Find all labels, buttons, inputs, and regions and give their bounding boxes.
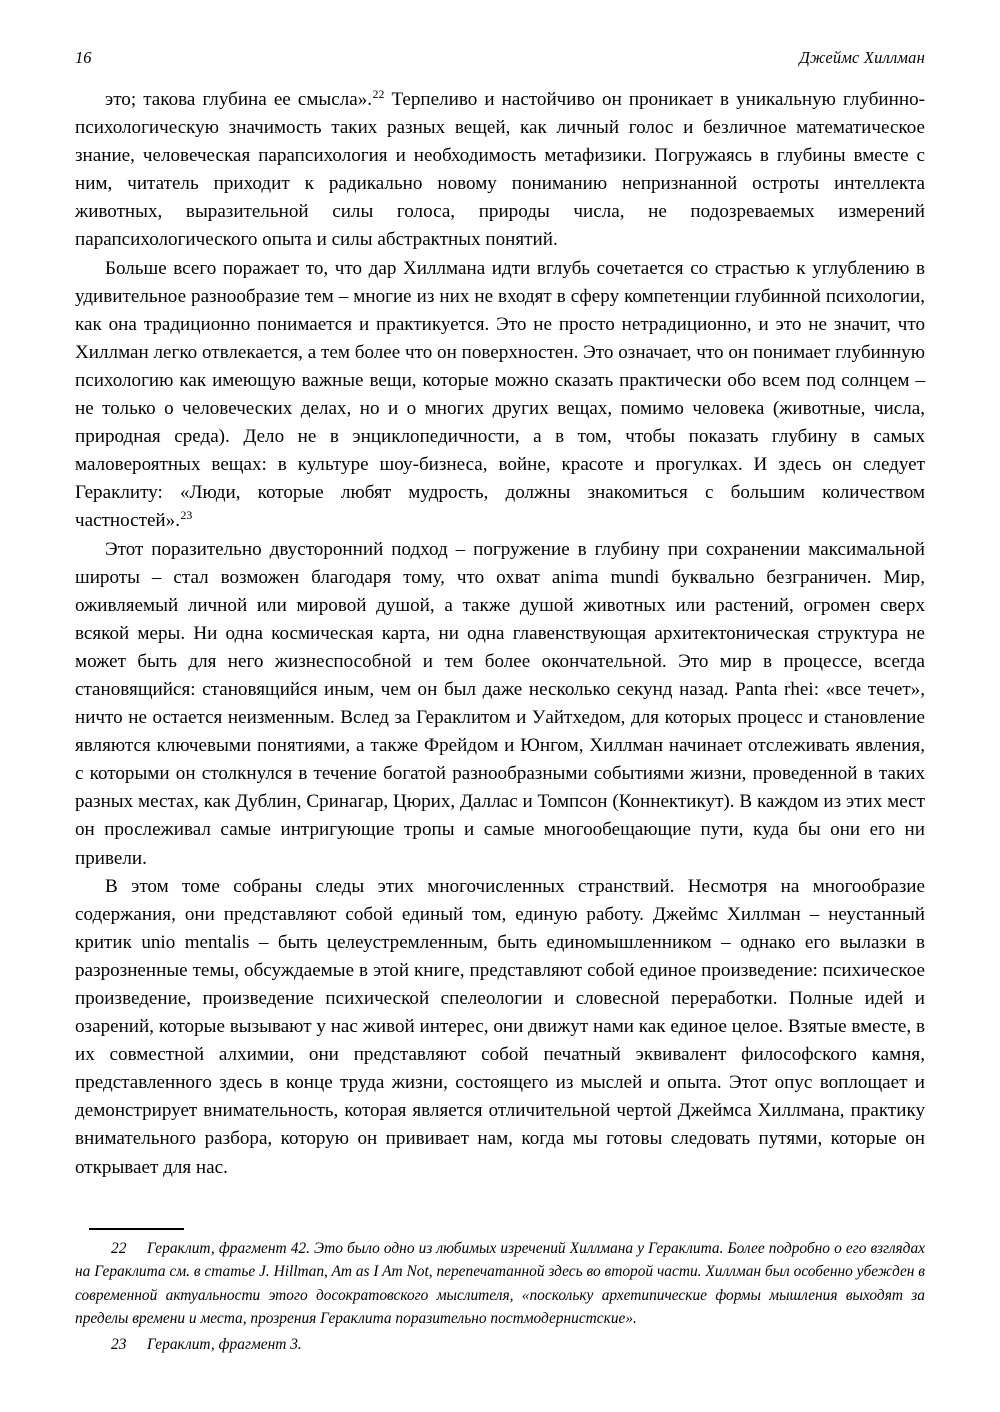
- footnote-item-22: [75, 1237, 925, 1331]
- footnote-text-23: Гераклит, фрагмент 3.: [147, 1335, 302, 1353]
- footnote-item-23: [75, 1333, 925, 1356]
- paragraph-3-text-middle: буквально безграничен. Мир, оживляемый личной или мировой душой, а также душой животных или растений, огромен сверх всякой меры. Ни одна космическая карта, ни одна главенствующая архитектоническая структура не может быть для него жизнеспособной и тем более окончательной. Это мир в процессе, всегда становящийся: становящийся иным, чем он был даже несколько секунд назад.: [75, 566, 925, 700]
- paragraph-2-text: Больше всего поражает то, что дар Хиллмана идти вглубь сочетается со страстью к углублению в удивительное разнообразие тем – многие из них не входят в сферу компетенции глубинной психологии, как она традиционно понимается и практикуется. Это не просто нетрадиционно, и это не значит, что Хиллман легко отвлекается, а тем более что он поверхностен. Это означает, что он понимает глубинную психологию как имеющую важные вещи, которые можно сказать практически обо всем под солнцем – не только о человеческих делах, но и о многих других вещах, помимо человека (животные, числа, природная среда). Дело не в энциклопедичности, а в том, чтобы показать глубину в самых маловероятных вещах: в культуре шоу-бизнеса, войне, красоте и прогулках. И здесь он следует Гераклиту: «Люди, которые любят мудрость, должны знакомиться с большим количеством частностей».: [75, 257, 925, 532]
- paragraph-4: [75, 873, 925, 1182]
- paragraph-4-text-after: – быть целеустремленным, быть единомышленником – однако его вылазки в разрозненные темы, обсуждаемые в этой книге, представляют собой единое произведение: психическое произведение, произведение психической спелеологии и словесной переработки. Полные идей и озарений, которые вызывают у нас живой интерес, они движут нами как единое целое. Взятые вместе, в их совместной алхимии, они представляют собой печатный эквивалент философского камня, представленного здесь в конце труда жизни, состоящего из мыслей и опыта. Этот опус воплощает и демонстрирует внимательность, которая является отличительной чертой Джеймса Хиллмана, практику внимательного разбора, которую он прививает нам, когда мы готовы следовать путями, которые он открывает для нас.: [75, 931, 925, 1178]
- footnote-marker-23[interactable]: 23: [180, 508, 193, 523]
- page-content: [75, 0, 925, 1412]
- footnote-separator-rule: [89, 1228, 184, 1230]
- paragraph-1-text: это; такова глубина ее смысла».: [105, 89, 373, 110]
- footnote-text-22-after: , перепечатанной здесь во второй части. Хиллман был особенно убежден в современной актуальности этого досократовского мыслителя, «поскольку архетипические формы мышления выходят за пределы времени и места, прозрения Гераклита поразительно постмодернистские».: [75, 1263, 925, 1328]
- footnote-text-22-before: Гераклит, фрагмент 42. Это было одно из любимых изречений Хиллмана у Гераклита. Более подробно о его взглядах на Гераклита см. в статье J. Hillman,: [75, 1240, 925, 1281]
- paragraph-3-text-before: Этот поразительно двусторонний подход – погружение в глубину при сохранении максимальной широты – стал возможен благодаря тому, что охват: [75, 538, 925, 588]
- latin-phrase-anima-mundi: anima mundi: [551, 566, 660, 588]
- running-head: [75, 48, 925, 72]
- paragraph-3: [75, 536, 925, 873]
- footnote-cited-title-22: Am as I Am Not: [331, 1263, 429, 1281]
- paragraph-1: [75, 86, 925, 255]
- latin-phrase-panta-rhei: Panta rhei: [734, 678, 814, 700]
- paragraph-3-text-after: : «все течет», ничто не остается неизменным. Вслед за Гераклитом и Уайтхедом, для которых процесс и становление являются ключевыми понятиями, а также Фрейдом и Юнгом, Хиллман начинает отслеживать явления, с которыми он столкнулся в течение богатой разнообразными событиями жизни, проведенной в таких разных местах, как Дублин, Сринагар, Цюрих, Даллас и Томпсон (Коннектикут). В каждом из этих мест он прослеживал самые интригующие тропы и самые многообещающие пути, куда бы они его ни привели.: [75, 678, 925, 869]
- footnote-number-23: 23: [111, 1335, 127, 1353]
- page-number: 16: [75, 48, 92, 67]
- paragraph-4-text-before: В этом томе собраны следы этих многочисленных странствий. Несмотря на многообразие содержания, они представляют собой единый том, единую работу. Джеймс Хиллман – неустанный критик: [75, 875, 925, 953]
- footnote-marker-22[interactable]: 22: [372, 86, 385, 101]
- running-head-author: Джеймс Хиллман: [799, 48, 925, 67]
- paragraph-1-text-after: Терпеливо и настойчиво он проникает в уникальную глубинно-психологическую значимость таких разных вещей, как личный голос и безличное математическое знание, человеческая парапсихология и необходимость метафизики. Погружаясь в глубины вместе с ним, читатель приходит к радикально новому пониманию непризнанной остроты интеллекта животных, выразительной силы голоса, природы числа, не подозреваемых измерений парапсихологического опыта и силы абстрактных понятий.: [75, 89, 925, 251]
- paragraph-2: [75, 255, 925, 536]
- footnotes-section: [75, 1228, 925, 1356]
- body-text: [75, 86, 925, 1182]
- latin-phrase-unio-mentalis: unio mentalis: [141, 931, 250, 953]
- footnote-number-22: 22: [111, 1240, 127, 1257]
